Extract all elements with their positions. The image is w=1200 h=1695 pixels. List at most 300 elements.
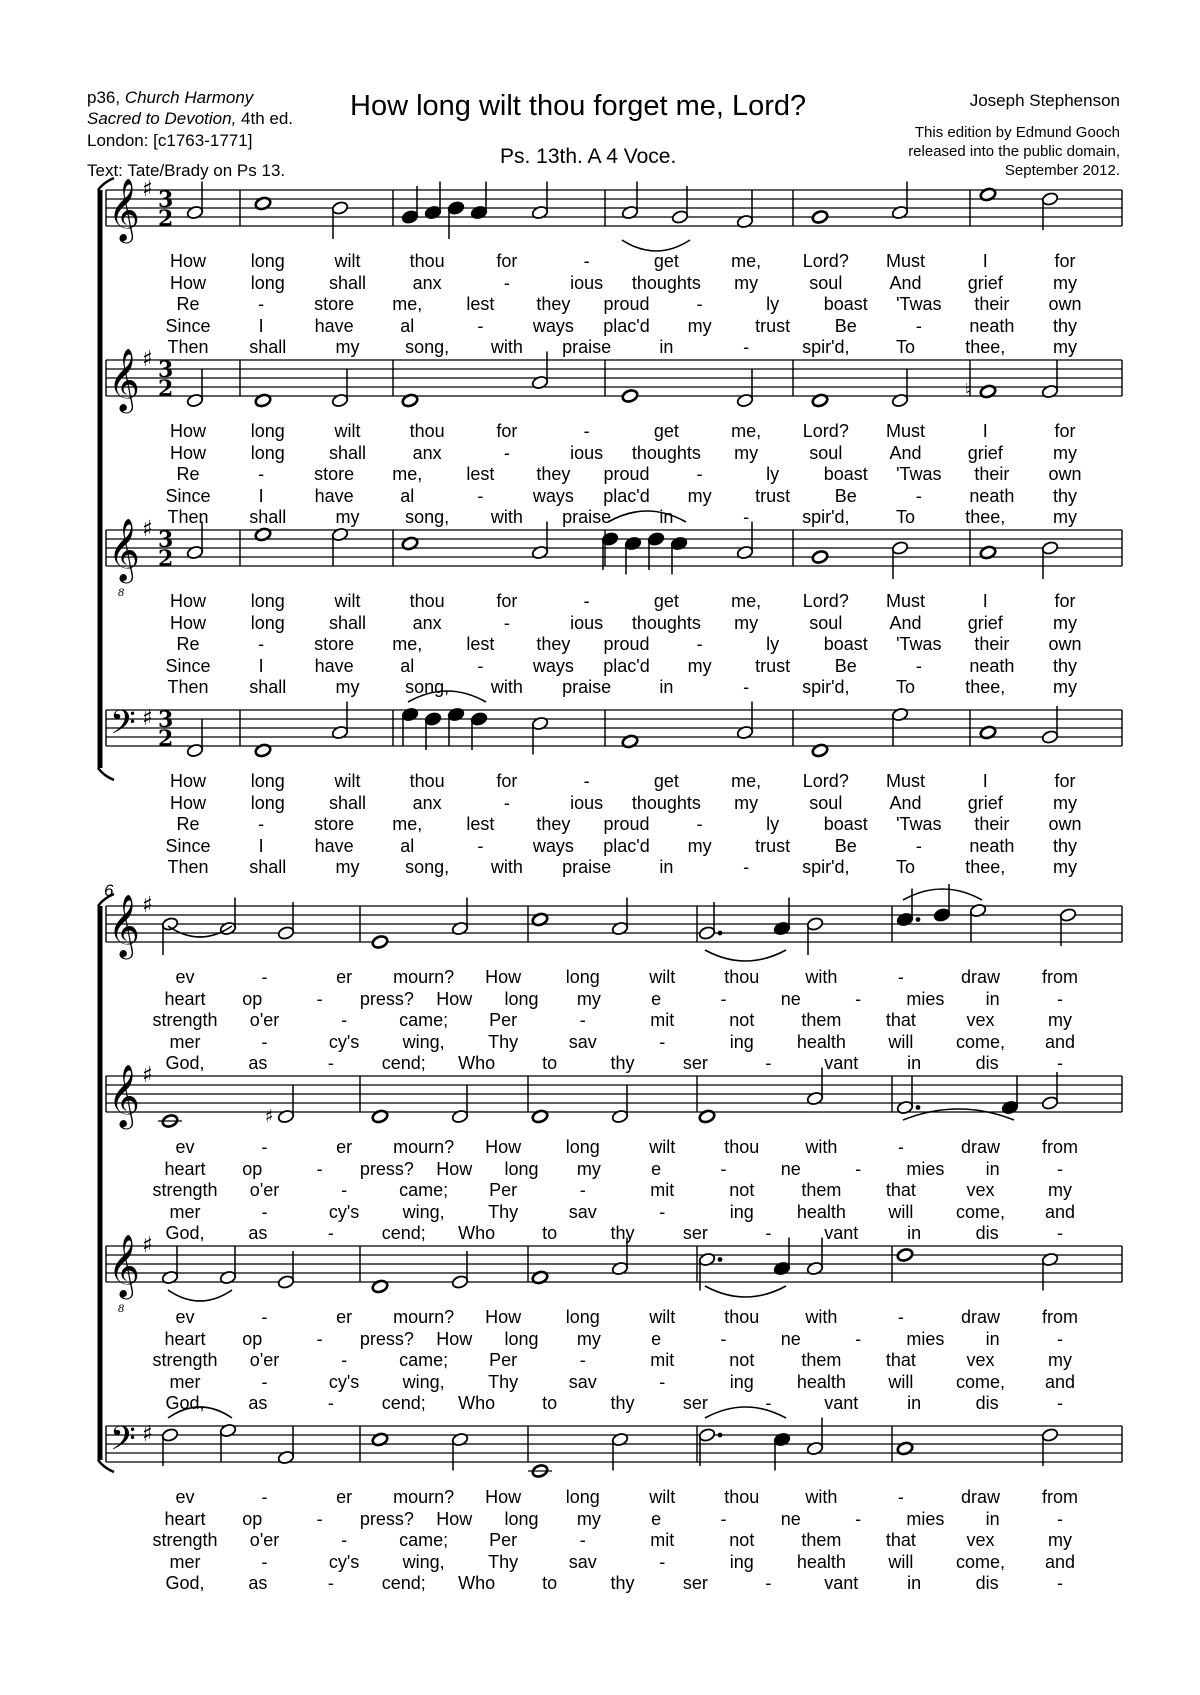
- lyric-word: me,: [731, 591, 762, 611]
- lyric-word: grief: [967, 612, 1003, 633]
- lyric-word: -: [659, 1371, 666, 1392]
- lyric-word: er: [336, 967, 353, 987]
- lyric-word: come,: [955, 1371, 1005, 1392]
- lyric-word: -: [258, 814, 265, 834]
- lyric-word: my: [335, 337, 360, 357]
- lyric-word: with: [490, 857, 523, 877]
- lyric-word: -: [261, 1307, 268, 1327]
- lyric-word: vant: [824, 1053, 859, 1073]
- lyric-word: -: [327, 1393, 334, 1413]
- lyric-word: anx: [412, 442, 442, 463]
- lyric-word: o'er: [249, 1010, 280, 1030]
- lyric-word: health: [796, 1201, 846, 1222]
- lyric-word: my: [335, 507, 360, 527]
- lyric-word: boast: [823, 814, 868, 834]
- lyric-word: -: [583, 251, 590, 271]
- lyric-word: in: [985, 1328, 1000, 1349]
- lyric-word: al: [400, 485, 415, 506]
- lyric-word: -: [327, 1573, 334, 1593]
- lyric-word: mer: [169, 1031, 201, 1052]
- lyric-word: I: [982, 251, 988, 271]
- lyric-word: grief: [967, 442, 1003, 463]
- lyric-word: ev: [175, 1137, 195, 1157]
- lyric-word: from: [1042, 1487, 1078, 1507]
- lyric-word: for: [496, 591, 518, 611]
- lyric-word: them: [801, 1530, 842, 1550]
- lyric-word: Thy: [488, 1201, 519, 1222]
- time-signature-bottom: 2: [158, 546, 174, 572]
- lyric-word: How: [436, 1508, 473, 1529]
- lyric-word: wilt: [334, 771, 361, 791]
- lyric-word: -: [696, 464, 703, 484]
- lyric-word: How: [436, 1158, 473, 1179]
- lyric-word: own: [1048, 294, 1082, 314]
- lyric-word: mourn?: [393, 1307, 455, 1327]
- lyric-word: Re: [176, 814, 200, 834]
- lyric-word: Re: [176, 464, 200, 484]
- lyric-word: ly: [766, 814, 780, 834]
- lyric-word: come,: [955, 1551, 1005, 1572]
- lyric-word: to: [542, 1573, 558, 1593]
- lyric-word: lest: [466, 814, 495, 834]
- lyric-word: And: [889, 272, 922, 293]
- lyric-word: song,: [405, 507, 450, 527]
- lyric-word: from: [1042, 1137, 1078, 1157]
- lyric-word: not: [729, 1010, 755, 1030]
- lyric-word: -: [258, 294, 265, 314]
- lyric-word: dis: [975, 1223, 999, 1243]
- lyric-word: my: [1053, 442, 1077, 463]
- lyric-word: -: [696, 634, 703, 654]
- lyric-word: for: [496, 771, 518, 791]
- lyric-word: thy: [1052, 655, 1078, 676]
- lyric-word: long: [250, 792, 285, 813]
- lyric-word: Thy: [488, 1551, 519, 1572]
- lyric-word: they: [536, 634, 571, 654]
- lyric-word: Must: [886, 251, 926, 271]
- lyric-word: neath: [969, 655, 1015, 676]
- lyric-word: wilt: [334, 251, 361, 271]
- lyric-word: store: [314, 464, 355, 484]
- lyric-word: -: [696, 814, 703, 834]
- lyric-word: draw: [960, 1307, 1000, 1327]
- lyric-word: my: [1053, 337, 1077, 357]
- lyric-word: er: [336, 1137, 353, 1157]
- lyric-word: plac'd: [603, 485, 650, 506]
- lyric-word: long: [250, 421, 285, 441]
- lyric-word: neath: [969, 315, 1015, 336]
- treble-clef-icon: 𝄞: [108, 1064, 140, 1127]
- lyric-word: -: [316, 988, 323, 1009]
- lyric-word: not: [729, 1350, 755, 1370]
- lyric-word: And: [889, 612, 922, 633]
- lyric-word: -: [897, 1137, 904, 1157]
- lyric-word: -: [743, 337, 750, 357]
- lyric-word: -: [765, 1223, 772, 1243]
- lyric-word: -: [855, 988, 862, 1009]
- lyric-word: -: [503, 792, 510, 813]
- lyric-word: -: [583, 591, 590, 611]
- lyric-word: Thy: [488, 1371, 519, 1392]
- time-signature-top: 3: [158, 187, 174, 213]
- lyric-word: Lord?: [802, 421, 849, 441]
- sharp-icon: ♯: [142, 1422, 153, 1447]
- lyric-word: ways: [532, 315, 574, 336]
- lyric-word: in: [985, 1158, 1000, 1179]
- lyric-word: -: [743, 507, 750, 527]
- lyric-word: soul: [809, 272, 843, 293]
- lyric-word: long: [250, 272, 285, 293]
- lyric-word: I: [982, 771, 988, 791]
- lyric-word: and: [1044, 1201, 1076, 1222]
- lyric-word: thy: [1052, 835, 1078, 856]
- lyric-word: my: [1053, 792, 1077, 813]
- lyric-word: in: [907, 1053, 922, 1073]
- sharp-icon: ♯: [142, 893, 153, 918]
- lyric-word: heart: [164, 1508, 206, 1529]
- lyric-word: that: [885, 1180, 916, 1200]
- lyric-word: get: [653, 591, 679, 611]
- lyric-word: -: [327, 1053, 334, 1073]
- lyric-word: thoughts: [631, 442, 701, 463]
- lyric-word: Must: [886, 591, 926, 611]
- lyric-word: and: [1044, 1371, 1076, 1392]
- lyric-word: And: [889, 442, 922, 463]
- lyric-word: How: [169, 792, 207, 813]
- lyric-word: ing: [729, 1201, 754, 1222]
- lyric-word: press?: [359, 988, 414, 1009]
- lyric-word: for: [496, 251, 518, 271]
- lyric-word: come,: [955, 1201, 1005, 1222]
- lyric-word: Per: [489, 1010, 518, 1030]
- lyric-word: praise: [562, 857, 612, 877]
- lyric-word: draw: [960, 967, 1000, 987]
- lyric-word: store: [314, 634, 355, 654]
- lyric-word: -: [503, 272, 510, 293]
- lyric-word: cend;: [381, 1393, 426, 1413]
- lyric-word: mourn?: [393, 1137, 455, 1157]
- lyric-word: mourn?: [393, 1487, 455, 1507]
- lyric-word: ne: [780, 1328, 801, 1349]
- lyric-word: with: [805, 1487, 838, 1507]
- lyric-word: God,: [165, 1223, 205, 1243]
- lyric-word: my: [335, 677, 360, 697]
- lyric-word: me,: [392, 814, 423, 834]
- lyric-word: ne: [780, 1508, 801, 1529]
- lyric-word: -: [1057, 988, 1063, 1009]
- lyric-word: me,: [731, 421, 762, 441]
- lyric-word: for: [496, 421, 518, 441]
- lyric-word: -: [696, 294, 703, 314]
- lyric-word: have: [314, 315, 354, 336]
- lyric-word: in: [659, 507, 674, 527]
- lyric-word: trust: [755, 485, 791, 506]
- lyric-word: to: [542, 1223, 558, 1243]
- lyric-word: -: [316, 1158, 323, 1179]
- lyric-word: thoughts: [631, 792, 701, 813]
- lyric-word: long: [504, 1508, 539, 1529]
- lyric-word: grief: [967, 792, 1003, 813]
- lyric-word: cy's: [328, 1551, 360, 1572]
- lyric-word: long: [504, 1158, 539, 1179]
- lyric-word: with: [490, 337, 523, 357]
- lyric-word: as: [248, 1053, 268, 1073]
- lyric-word: I: [258, 485, 264, 506]
- lyric-word: strength: [152, 1180, 218, 1200]
- lyric-word: them: [801, 1180, 842, 1200]
- lyric-word: Since: [165, 655, 211, 676]
- lyric-word: ser: [682, 1053, 708, 1073]
- lyric-word: and: [1044, 1551, 1076, 1572]
- sharp-icon: ♯: [142, 1233, 153, 1258]
- lyric-word: my: [734, 442, 759, 463]
- lyric-word: my: [1053, 612, 1077, 633]
- lyric-word: thou: [724, 1137, 760, 1157]
- lyric-word: cy's: [328, 1031, 360, 1052]
- lyric-word: -: [915, 655, 922, 676]
- lyric-word: with: [805, 1137, 838, 1157]
- lyric-word: -: [579, 1180, 586, 1200]
- lyric-word: that: [885, 1530, 916, 1550]
- lyric-word: sav: [568, 1371, 597, 1392]
- lyric-word: with: [805, 967, 838, 987]
- lyric-word: -: [477, 655, 484, 676]
- lyric-word: trust: [755, 315, 791, 336]
- lyric-word: Be: [834, 835, 857, 856]
- lyric-word: o'er: [249, 1180, 280, 1200]
- lyric-word: -: [1057, 1393, 1063, 1413]
- lyric-word: thoughts: [631, 612, 701, 633]
- lyric-word: ser: [682, 1393, 708, 1413]
- sharp-icon: ♯: [142, 1063, 153, 1088]
- lyric-word: God,: [165, 1393, 205, 1413]
- lyric-word: -: [258, 464, 265, 484]
- lyric-word: get: [653, 421, 679, 441]
- lyric-word: thy: [610, 1053, 635, 1073]
- lyric-word: er: [336, 1487, 353, 1507]
- lyric-word: long: [504, 1328, 539, 1349]
- lyric-word: e: [651, 988, 662, 1009]
- lyric-word: mies: [906, 1328, 945, 1349]
- lyric-word: from: [1042, 1307, 1078, 1327]
- lyric-word: me,: [392, 294, 423, 314]
- lyric-word: ly: [766, 634, 780, 654]
- lyric-word: spir'd,: [802, 857, 850, 877]
- treble-clef-icon: 𝄞: [108, 1234, 140, 1297]
- lyric-word: press?: [359, 1158, 414, 1179]
- lyric-word: long: [250, 612, 285, 633]
- lyric-word: Then: [167, 507, 209, 527]
- lyric-word: them: [801, 1010, 842, 1030]
- lyric-word: will: [888, 1371, 914, 1392]
- lyric-word: me,: [731, 251, 762, 271]
- lyric-word: wilt: [649, 1487, 676, 1507]
- lyric-word: ev: [175, 1487, 195, 1507]
- lyric-word: -: [583, 421, 590, 441]
- lyric-word: -: [915, 485, 922, 506]
- lyric-word: as: [248, 1573, 268, 1593]
- lyric-word: praise: [562, 507, 612, 527]
- lyric-word: -: [897, 1487, 904, 1507]
- lyric-word: thee,: [965, 507, 1006, 527]
- lyric-word: came;: [399, 1010, 449, 1030]
- lyric-word: -: [258, 634, 265, 654]
- lyric-word: o'er: [249, 1530, 280, 1550]
- lyric-word: -: [261, 1031, 268, 1052]
- lyric-word: ious: [570, 272, 604, 293]
- lyric-word: Per: [489, 1530, 518, 1550]
- lyric-word: -: [1057, 1053, 1063, 1073]
- octave-marker: 8: [118, 1301, 124, 1315]
- lyric-word: long: [250, 591, 285, 611]
- source-place: London: [c1763-1771]: [87, 130, 253, 150]
- lyric-word: I: [982, 591, 988, 611]
- lyric-word: soul: [809, 792, 843, 813]
- time-signature-top: 3: [158, 527, 174, 553]
- lyric-word: o'er: [249, 1350, 280, 1370]
- lyric-word: Since: [165, 835, 211, 856]
- lyric-word: -: [503, 612, 510, 633]
- lyric-word: and: [1044, 1031, 1076, 1052]
- lyric-word: Then: [167, 857, 209, 877]
- lyric-word: Lord?: [802, 771, 849, 791]
- lyric-word: heart: [164, 1158, 206, 1179]
- lyric-word: Then: [167, 677, 209, 697]
- lyric-word: And: [889, 792, 922, 813]
- lyric-word: my: [687, 655, 712, 676]
- lyric-word: my: [576, 988, 601, 1009]
- lyric-word: -: [915, 315, 922, 336]
- lyric-word: heart: [164, 1328, 206, 1349]
- lyric-word: not: [729, 1180, 755, 1200]
- lyric-word: long: [565, 967, 600, 987]
- lyric-word: in: [985, 1508, 1000, 1529]
- lyric-word: ious: [570, 442, 604, 463]
- lyric-word: -: [720, 1328, 727, 1349]
- lyric-word: shall: [249, 677, 287, 697]
- lyric-word: with: [490, 507, 523, 527]
- lyric-word: ious: [570, 612, 604, 633]
- lyric-word: wilt: [649, 1307, 676, 1327]
- license-line-1: This edition by Edmund Gooch: [914, 124, 1120, 141]
- lyric-word: that: [885, 1010, 916, 1030]
- lyric-word: ing: [729, 1371, 754, 1392]
- lyric-word: my: [1053, 272, 1077, 293]
- lyric-word: e: [651, 1508, 662, 1529]
- source-edition: 4th ed.: [236, 109, 294, 129]
- lyric-word: from: [1042, 967, 1078, 987]
- lyric-word: shall: [328, 792, 366, 813]
- lyric-word: -: [579, 1350, 586, 1370]
- lyric-word: as: [248, 1393, 268, 1413]
- lyric-word: cend;: [381, 1223, 426, 1243]
- lyric-word: wing,: [402, 1031, 445, 1052]
- lyric-word: -: [261, 1137, 268, 1157]
- lyric-word: with: [805, 1307, 838, 1327]
- lyric-word: -: [915, 835, 922, 856]
- time-signature-top: 3: [158, 357, 174, 383]
- lyric-word: -: [316, 1328, 323, 1349]
- lyric-word: -: [743, 857, 750, 877]
- lyric-word: ne: [780, 988, 801, 1009]
- lyric-word: ser: [682, 1573, 708, 1593]
- lyric-word: How: [169, 612, 207, 633]
- lyric-word: God,: [165, 1573, 205, 1593]
- lyric-word: in: [907, 1393, 922, 1413]
- lyric-word: in: [659, 677, 674, 697]
- lyric-word: -: [720, 988, 727, 1009]
- lyric-word: they: [536, 814, 571, 834]
- lyric-word: me,: [392, 464, 423, 484]
- lyric-word: -: [897, 967, 904, 987]
- lyric-word: thee,: [965, 337, 1006, 357]
- lyric-word: neath: [969, 835, 1015, 856]
- lyric-word: draw: [960, 1137, 1000, 1157]
- lyric-word: -: [261, 1201, 268, 1222]
- lyric-word: for: [1054, 421, 1076, 441]
- lyric-word: lest: [466, 464, 495, 484]
- lyric-word: -: [765, 1393, 772, 1413]
- page-title: How long wilt thou forget me, Lord?: [350, 90, 807, 122]
- lyric-word: shall: [249, 507, 287, 527]
- lyric-word: thee,: [965, 677, 1006, 697]
- lyric-word: mer: [169, 1551, 201, 1572]
- text-credit: Text: Tate/Brady on Ps 13.: [87, 161, 286, 180]
- time-signature-top: 3: [158, 707, 174, 733]
- lyric-word: ing: [729, 1551, 754, 1572]
- lyric-word: ne: [780, 1158, 801, 1179]
- lyric-word: praise: [562, 337, 612, 357]
- lyric-word: me,: [731, 771, 762, 791]
- lyric-word: -: [720, 1508, 727, 1529]
- lyric-word: their: [974, 634, 1010, 654]
- lyric-word: To: [896, 507, 916, 527]
- lyric-word: in: [907, 1223, 922, 1243]
- lyric-word: 'Twas: [896, 634, 942, 654]
- lyric-word: store: [314, 294, 355, 314]
- lyric-word: my: [687, 315, 712, 336]
- lyric-word: long: [250, 251, 285, 271]
- composer: Joseph Stephenson: [969, 91, 1120, 110]
- lyric-word: -: [327, 1223, 334, 1243]
- lyric-word: -: [897, 1307, 904, 1327]
- lyric-word: wilt: [649, 967, 676, 987]
- lyric-word: thou: [724, 1487, 760, 1507]
- lyric-word: How: [169, 421, 207, 441]
- lyric-word: Re: [176, 294, 200, 314]
- lyric-word: came;: [399, 1350, 449, 1370]
- lyric-word: thou: [409, 771, 445, 791]
- lyric-word: To: [896, 337, 916, 357]
- lyric-word: wing,: [402, 1201, 445, 1222]
- lyric-word: Since: [165, 485, 211, 506]
- lyric-word: long: [250, 442, 285, 463]
- lyric-word: anx: [412, 272, 442, 293]
- time-signature-bottom: 2: [158, 206, 174, 232]
- lyric-word: -: [659, 1201, 666, 1222]
- lyric-word: have: [314, 655, 354, 676]
- lyric-word: -: [341, 1010, 348, 1030]
- lyric-word: vant: [824, 1223, 859, 1243]
- lyric-word: song,: [405, 857, 450, 877]
- lyric-word: -: [743, 677, 750, 697]
- lyric-word: To: [896, 857, 916, 877]
- lyric-word: they: [536, 464, 571, 484]
- lyric-word: How: [485, 1487, 522, 1507]
- lyric-word: in: [659, 857, 674, 877]
- lyric-word: ways: [532, 835, 574, 856]
- lyric-word: How: [169, 251, 207, 271]
